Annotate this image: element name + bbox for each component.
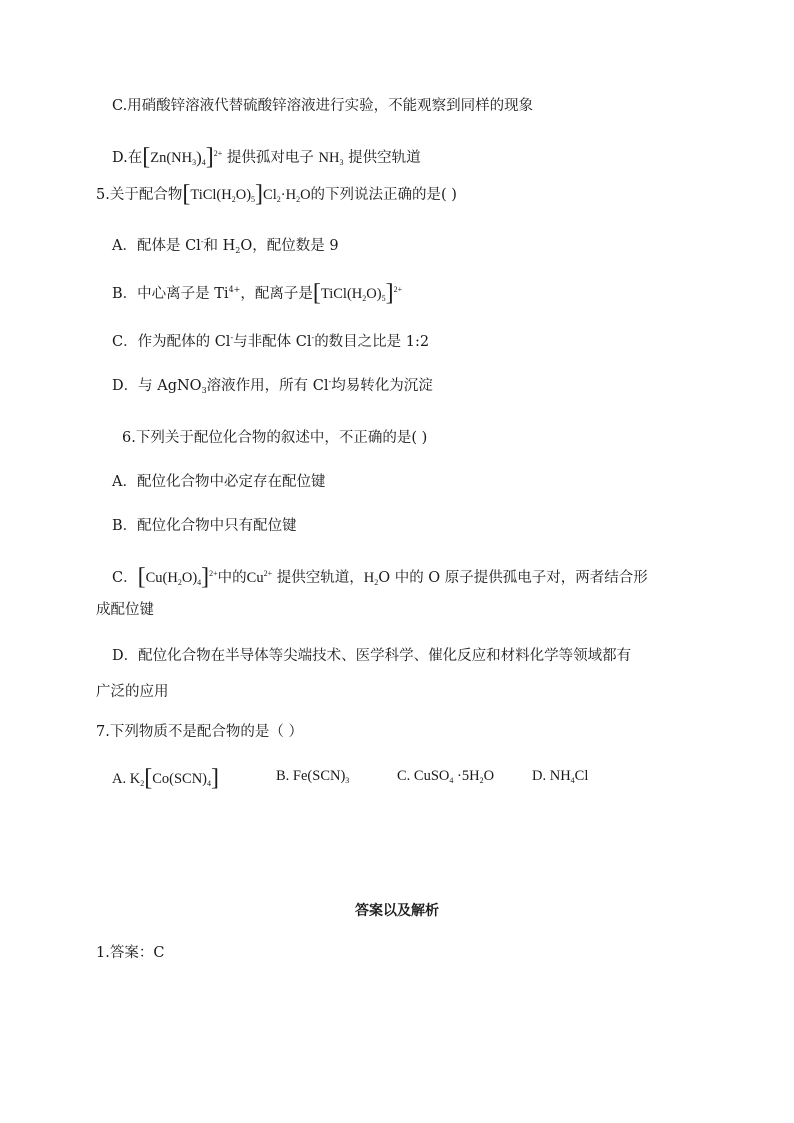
q5-option-b: B．中心离子是 $Ti^{4+}$，配离子是$[TiCl(H_2O)_5]^{2+}$ xyxy=(112,280,403,306)
q4-option-d: D.在$[Zn(NH_3)_4]^{2+}$ 提供孤对电子 $NH_3$ 提供空轨道 xyxy=(112,144,421,170)
q6-stem: 6.下列关于配位化合物的叙述中，不正确的是( ) xyxy=(122,430,428,446)
q6-option-d: D．配位化合物在半导体等尖端技术、医学科学、催化反应和材料化学等领域都有 xyxy=(112,648,632,664)
q6-option-a: A．配位化合物中必定存在配位键 xyxy=(112,474,326,490)
q7-stem: 7.下列物质不是配合物的是（ ） xyxy=(96,724,303,740)
q4-option-c: C.用硝酸锌溶液代替硫酸锌溶液进行实验，不能观察到同样的现象 xyxy=(112,98,534,114)
q5-stem: 5.关于配合物$[TiCl(H_2O)_5]Cl_2\cdot H_2O$的下列说法正确的是( ) xyxy=(96,181,457,207)
q7-option-b: B. $Fe(SCN)_3$ xyxy=(276,768,350,785)
q5-option-d: D．与 AgNO$_3$溶液作用，所有 Cl-均易转化为沉淀 xyxy=(112,377,433,395)
q7-option-d: D. $NH_4Cl$ xyxy=(532,768,589,785)
q6-option-b: B．配位化合物中只有配位键 xyxy=(112,518,297,534)
q7-option-c: C. CuSO$_4$ $\cdot 5H_2O$ xyxy=(397,768,495,785)
q7-option-a: A. $K_2[Co(SCN)_4]$ xyxy=(112,765,219,791)
q6-option-c-cont: 成配位键 xyxy=(96,602,154,618)
q5-option-c: C．作为配体的 Cl-与非配体 Cl-的数目之比是 1:2 xyxy=(112,333,430,350)
q5-option-a: A．配体是 Cl-和 $H_2O$，配位数是 9 xyxy=(112,237,339,255)
q6-option-d-cont: 广泛的应用 xyxy=(96,684,169,700)
q6-option-c: C．$[Cu(H_2O)_4]^{2+}$中的$Cu^{2+}$ 提供空轨道，$H_2O$ 中的 O 原子提供孤电子对，两者结合形 xyxy=(112,564,648,590)
answers-title: 答案以及解析 xyxy=(355,903,439,919)
answer-1: 1.答案：C xyxy=(96,945,165,961)
